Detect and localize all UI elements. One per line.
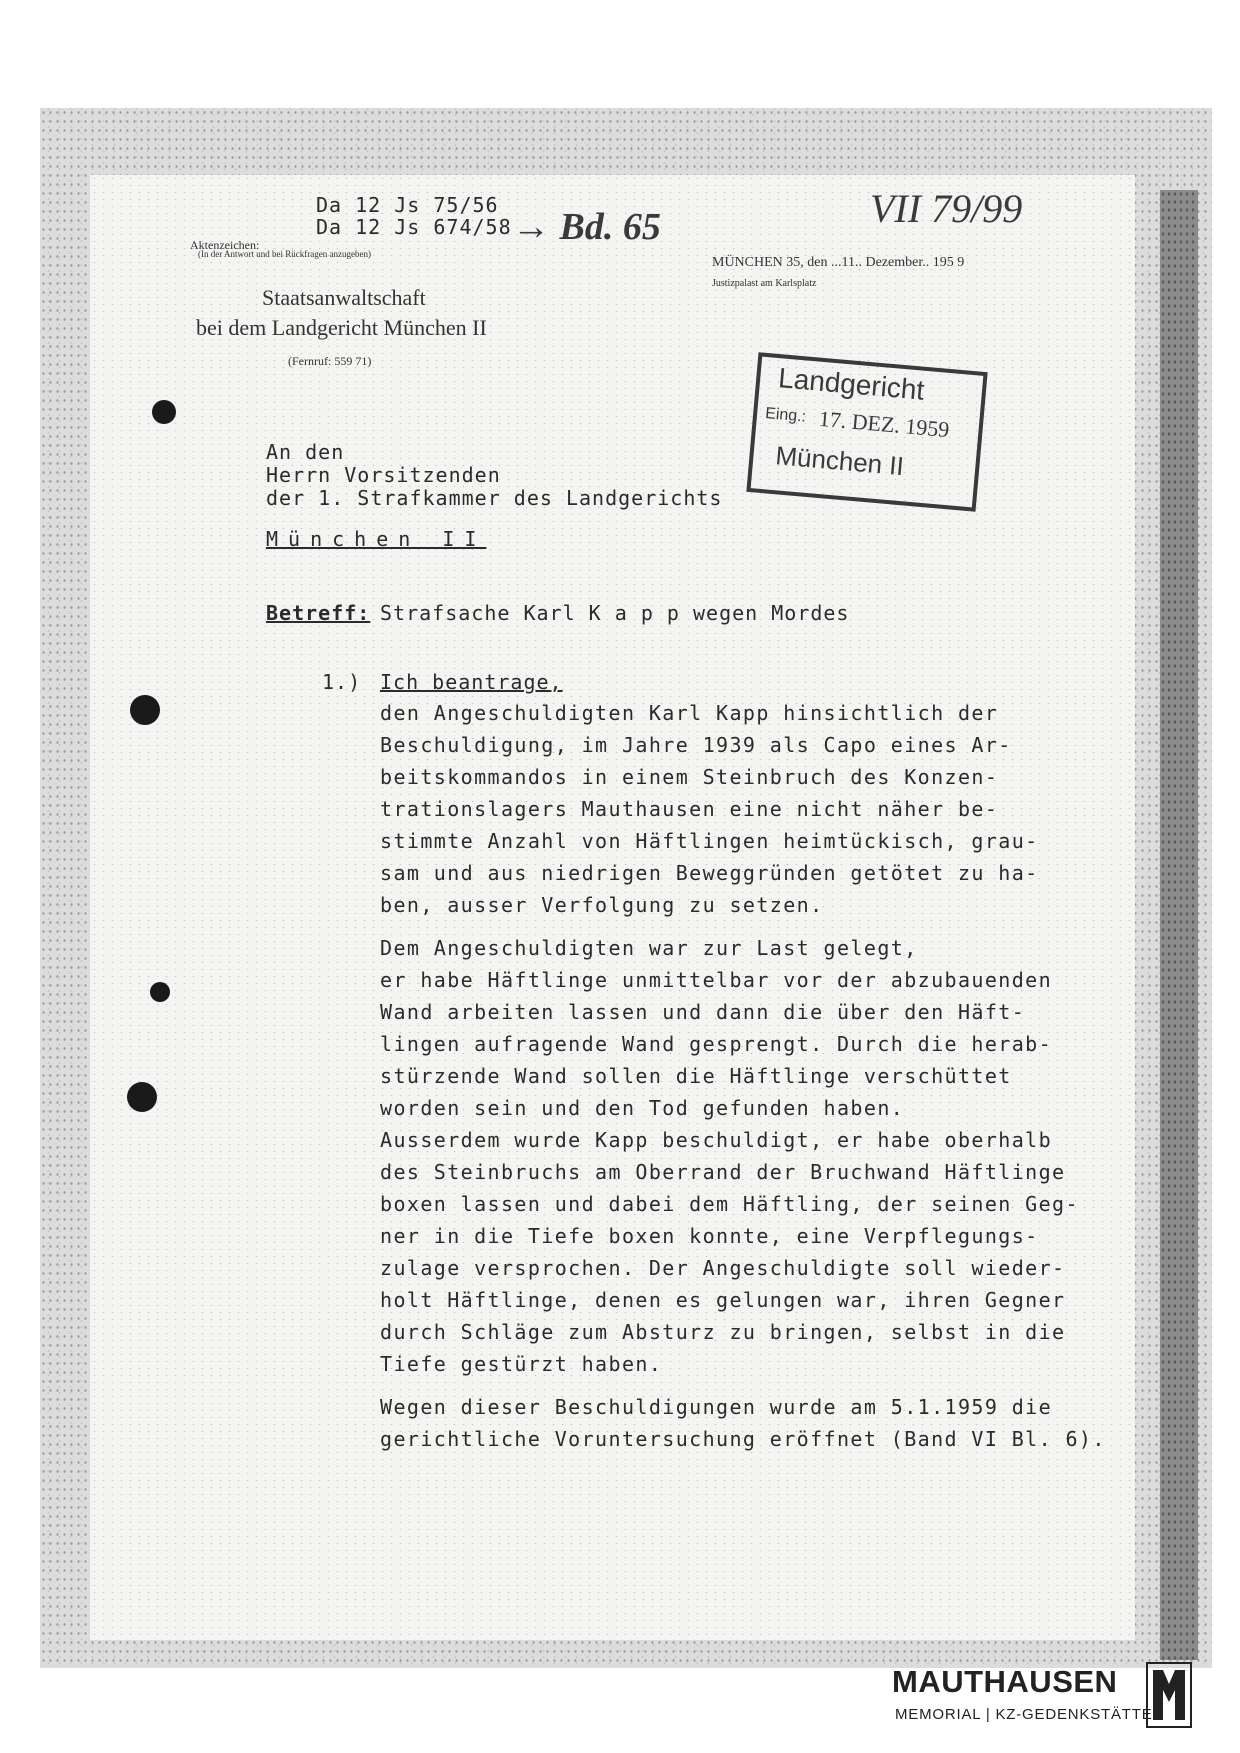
body-line: Tiefe gestürzt haben. — [380, 1352, 663, 1376]
stamp-date: 17. DEZ. 1959 — [817, 405, 951, 443]
court-address: Justizpalast am Karlsplatz — [712, 278, 817, 289]
memorial-logo-icon — [1146, 1662, 1192, 1728]
punch-hole-2 — [130, 695, 160, 725]
punch-hole-1 — [152, 400, 176, 424]
stamp-city: München II — [774, 440, 906, 482]
body-line: Wegen dieser Beschuldigungen wurde am 5.1.1959 die — [380, 1395, 1053, 1419]
body-line: stürzende Wand sollen die Häftlinge verschüttet — [380, 1064, 1012, 1088]
place-and-date: MÜNCHEN 35, den ...11.. Dezember.. 195 9 — [712, 255, 965, 270]
subject-text: Strafsache Karl K a p p wegen Mordes — [380, 601, 850, 625]
archive-number: VII 79/99 — [870, 186, 1023, 231]
body-line: beitskommandos in einem Steinbruch des Konzen- — [380, 765, 999, 789]
file-reference-2: Da 12 Js 674/58 — [316, 215, 512, 239]
item-heading: Ich beantrage, — [380, 670, 563, 694]
body-line: durch Schläge zum Absturz zu bringen, selbst in die — [380, 1320, 1066, 1344]
recipient-line-2: Herrn Vorsitzenden — [266, 463, 501, 487]
court-receipt-stamp — [746, 352, 987, 512]
memorial-logo-subtitle: MEMORIAL | KZ-GEDENKSTÄTTE — [895, 1706, 1153, 1723]
body-line: zulage versprochen. Der Angeschuldigte soll wieder- — [380, 1256, 1066, 1280]
stamp-court: Landgericht — [777, 362, 926, 406]
handwritten-volume-note: → Bd. 65 — [512, 206, 661, 248]
body-line: ben, ausser Verfolgung zu setzen. — [380, 893, 824, 917]
authority-court: bei dem Landgericht München II — [196, 315, 487, 340]
body-line: holt Häftlinge, denen es gelungen war, ihren Gegner — [380, 1288, 1066, 1312]
authority-name: Staatsanwaltschaft — [262, 285, 426, 310]
body-line: sam und aus niedrigen Beweggründen getötet zu ha- — [380, 861, 1039, 885]
punch-hole-3 — [150, 982, 170, 1002]
item-number: 1.) — [322, 670, 362, 694]
scan-edge-shadow — [1160, 190, 1198, 1660]
body-line: er habe Häftlinge unmittelbar vor der abzubauenden — [380, 968, 1053, 992]
subject-label: Betreff: — [266, 601, 371, 625]
body-line: den Angeschuldigten Karl Kapp hinsichtlich der — [380, 701, 999, 725]
body-line: boxen lassen und dabei dem Häftling, der seinen Geg- — [380, 1192, 1079, 1216]
memorial-logo-title: MAUTHAUSEN — [892, 1664, 1118, 1699]
body-line: lingen aufragende Wand gesprengt. Durch die herab- — [380, 1032, 1053, 1056]
recipient-line-1: An den — [266, 440, 345, 464]
body-line: trationslagers Mauthausen eine nicht näher be- — [380, 797, 999, 821]
body-line: Beschuldigung, im Jahre 1939 als Capo eines Ar- — [380, 733, 1012, 757]
phone-number: (Fernruf: 559 71) — [288, 354, 372, 368]
recipient-line-3: der 1. Strafkammer des Landgerichts — [266, 486, 723, 510]
aktenzeichen-note: (In der Antwort und bei Rückfragen anzugeben) — [198, 249, 371, 259]
punch-hole-4 — [127, 1082, 157, 1112]
body-line: gerichtliche Voruntersuchung eröffnet (Band VI Bl. 6). — [380, 1427, 1106, 1451]
body-line: Wand arbeiten lassen und dann die über den Häft- — [380, 1000, 1026, 1024]
aktenzeichen-label: Aktenzeichen: — [190, 238, 260, 252]
body-line: Dem Angeschuldigten war zur Last gelegt, — [380, 936, 918, 960]
body-line: Ausserdem wurde Kapp beschuldigt, er habe oberhalb — [380, 1128, 1053, 1152]
body-line: worden sein und den Tod gefunden haben. — [380, 1096, 905, 1120]
recipient-city: München II — [266, 527, 487, 551]
body-line: des Steinbruchs am Oberrand der Bruchwand Häftlinge — [380, 1160, 1066, 1184]
stamp-received-label: Eing.: — [764, 405, 807, 426]
file-reference-1: Da 12 Js 75/56 — [316, 193, 499, 217]
body-line: stimmte Anzahl von Häftlingen heimtückisch, grau- — [380, 829, 1039, 853]
body-line: ner in die Tiefe boxen konnte, eine Verpflegungs- — [380, 1224, 1039, 1248]
